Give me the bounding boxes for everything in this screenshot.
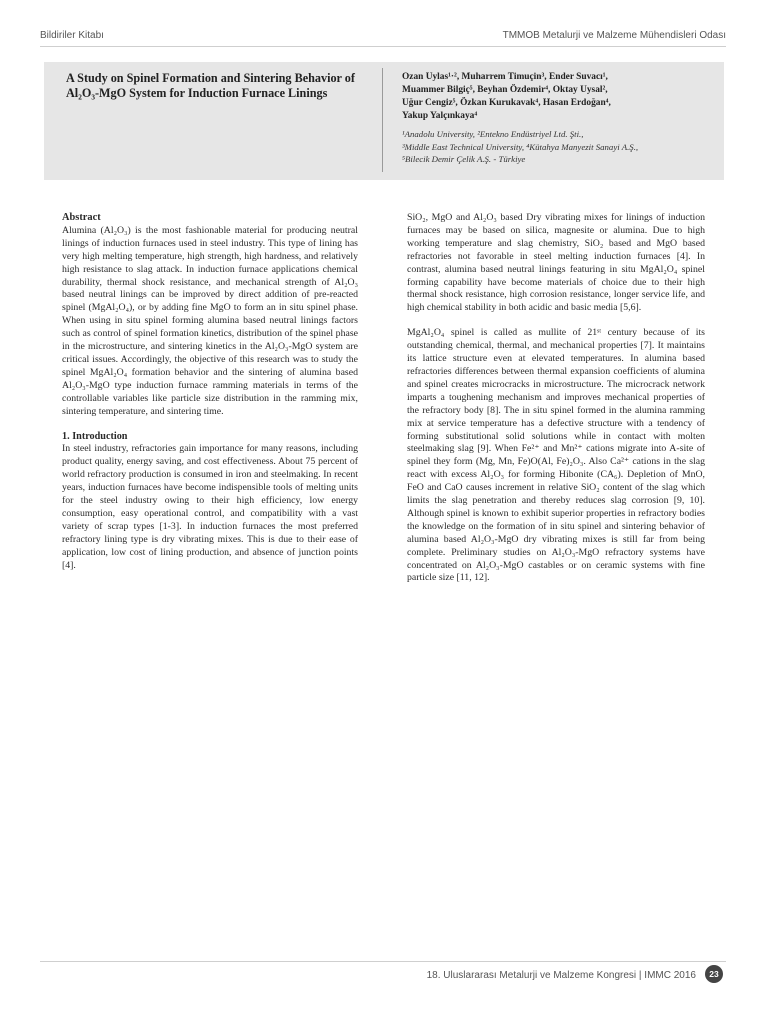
title-divider [382,68,383,172]
author-list [402,71,720,123]
running-header-left: Bildiriler Kitabı [40,30,104,41]
body-paragraph-1: SiO₂, MgO and Al₂O₃ based Dry vibrating mixes for linings of induction furnaces may be based on silica, magnesite or alumina. Due to high working temperature and slag chemistry, SiO₂ based and MgO based refractories not favorable in steel melting induction furnaces [4]. In contrast, alumina based neutral linings featuring in situ MgAl₂O₄ spinel forming capability have become materials of choice due to their high thermal shock resistance, high corrosion resistance, longer service life, and high chemical stability in both acidic and basic media [5,6]. [407,212,705,314]
footer-divider [40,961,726,962]
header-divider [40,46,726,47]
paper-title [66,71,366,101]
author-line: Yakup Yalçınkaya⁴ [402,111,478,121]
introduction-heading: 1. Introduction [62,430,128,442]
affiliation-line: ³Middle East Technical University, ⁴Kütahya Manyezit Sanayi A.Ş., [402,141,639,152]
conference-footer: 18. Uluslararası Metalurji ve Malzeme Kongresi | IMMC 2016 [426,970,696,981]
abstract-paragraph: Alumina (Al₂O₃) is the most fashionable material for producing neutral linings of induction furnaces used in steel industry. This type of lining has very high melting temperature, high strength, high hardness, and relatively high resistance to slag attack. In induction furnace applications chemical durability, thermal shock resistance, and mechanical strength of Al₂O₃ based neutral linings can be improved by direct addition of pre-reacted spinel (MgAl₂O₄), or by adding fine MgO to form an in situ spinel phase. When using in situ spinel forming alumina based neutral linings factors such as control of spinel formation kinetics, distribution of the spinel phase in the microstructure, and sintering kinetics in the Al₂O₃-MgO system are critical issues. Accordingly, the objective of this research was to study the spinel MgAl₂O₄ formation behavior and the sintering of alumina based Al₂O₃-MgO type induction furnace ramming materials in terms of the controllable variables like particle size distribution in the ramming mix, sintering temperature, and sintering time. [62,224,358,417]
author-line: Muammer Bilgiç⁵, Beyhan Özdemir⁴, Oktay Uysal², [402,85,608,95]
right-column [407,212,705,585]
paper-title-line-2: Al₂O₃-MgO System for Induction Furnace Linings [66,86,328,100]
introduction-paragraph: In steel industry, refractories gain importance for many reasons, including product quality, energy saving, and cost effectiveness. About 75 percent of world refractory production is consumed in iron and steelmaking. In recent years, induction furnaces have become indispensible tools of melting units for the steel industry owing to their high efficiency, low energy consumption, easy operational control, and compatibility with a vast variety of scrap types [1-3]. In induction furnaces the most preferred refractory lining type is dry vibrating mixes. This is due to their ease of application, low cost of lining production, and absence of junction points [4]. [62,443,358,571]
affiliation-line: ⁵Bilecik Demir Çelik A.Ş. - Türkiye [402,154,526,164]
title-block [44,62,724,180]
body-paragraph-2: MgAl₂O₄ spinel is called as mullite of 21ˢᵗ century because of its outstanding chemical, thermal, and mechanical properties [7]. It maintains its lattice structure even at elevated temperatures. In alumina based refractories differences between thermal expansion coefficients of alumina and spinel creates microcracks in microstructure. The microcrack network imparts a toughening mechanism and improves mechanical properties of the refractory body [8]. The in situ spinel formed in the alumina ramming mix at service temperature has a defective structure with a tendency of forming substitutional solid solutions while in contact with molten steelmaking slag [9]. When Fe²⁺ and Mn²⁺ cations migrate into A-site of spinel they form (Mg, Mn, Fe)O(Al, Fe)₂O₃. Also Ca²⁺ cations in the slag react with excess Al₂O₃ for forming Hibonite (CA₆). Depletion of MnO, FeO and CaO causes increment in relative SiO₂ content of the slag which limits the slag penetration and thereby reduces slag corrosion [9, 10]. Although spinel is known to exhibit superior properties in refractory bodies the knowledge on the formation of in situ spinel and sintering behavior of alumina based Al₂O₃-MgO dry vibrating mixes is still far from being complete. Preliminary studies on Al₂O₃-MgO refractory systems have concentrated on Al₂O₃-MgO castables or on ceramic systems with fine particle size [11, 12]. [407,327,705,584]
affiliation-list [402,128,720,166]
running-header-right: TMMOB Metalurji ve Malzeme Mühendisleri Odası [502,30,726,41]
affiliation-line: ¹Anadolu University, ²Entekno Endüstriyel Ltd. Şti., [402,129,584,139]
page-number-badge: 23 [705,965,723,983]
paper-title-line-1: A Study on Spinel Formation and Sintering Behavior of [66,71,355,85]
author-line: Uğur Cengiz⁵, Özkan Kurukavak⁴, Hasan Erdoğan⁴, [402,98,611,108]
left-column [62,212,358,572]
author-line: Ozan Uylas¹·², Muharrem Timuçin³, Ender Suvacı¹, [402,72,608,82]
abstract-heading: Abstract [62,212,101,223]
